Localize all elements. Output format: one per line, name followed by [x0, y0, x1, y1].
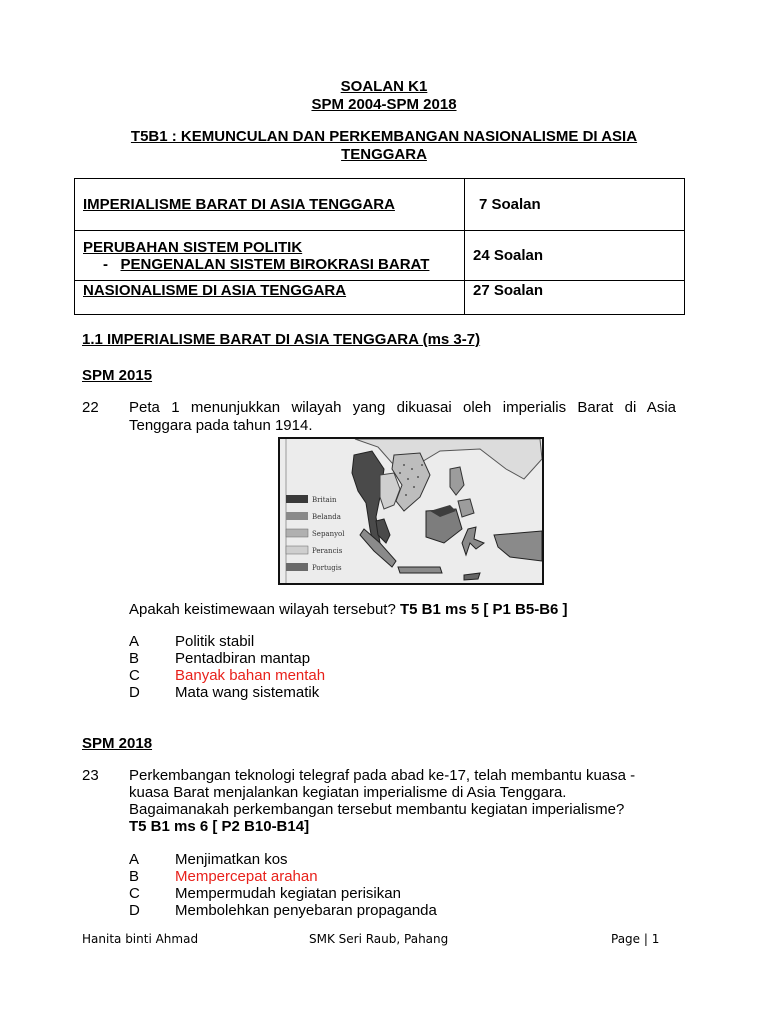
option-letter: A [129, 633, 140, 650]
footer-author: Hanita binti Ahmad [82, 932, 199, 946]
option-letter: B [129, 868, 140, 885]
option-text: Mata wang sistematik [175, 684, 320, 701]
option-text: Pentadbiran mantap [175, 650, 311, 667]
option-letter: B [129, 650, 140, 667]
count-cell: 27 Soalan [465, 281, 685, 315]
topic-cell: NASIONALISME DI ASIA TENGGARA [75, 281, 465, 315]
count-cell: 7 Soalan [465, 179, 685, 231]
southeast-asia-map [280, 439, 542, 583]
legend-label: Perancis [312, 547, 343, 555]
table-row [75, 231, 685, 281]
option-letter: A [129, 851, 140, 868]
option-text: Menjimatkan kos [175, 851, 288, 868]
map-figure [278, 437, 544, 585]
bullet-dash: - [103, 255, 108, 273]
question-text-cont: Tenggara pada tahun 1914. [129, 417, 313, 434]
legend-label: Britain [312, 496, 337, 504]
table-row [75, 281, 685, 315]
topic-cell: IMPERIALISME BARAT DI ASIA TENGGARA [75, 179, 465, 231]
option-letter: C [129, 885, 140, 902]
question-number: 22 [82, 399, 99, 416]
option-text: Politik stabil [175, 633, 255, 650]
legend-swatch-portugis [286, 563, 308, 571]
footer-school: SMK Seri Raub, Pahang [309, 932, 449, 946]
legend-label: Portugis [312, 564, 342, 572]
chapter-title: T5B1 : KEMUNCULAN DAN PERKEMBANGAN NASIONALISME DI ASIA [130, 128, 638, 145]
subtopic: PENGENALAN SISTEM BIROKRASI BARAT [120, 255, 430, 273]
question-number: 23 [82, 767, 99, 784]
count-cell: 24 Soalan [465, 231, 685, 281]
year-heading-2015: SPM 2015 [82, 367, 153, 384]
question-prompt: Apakah keistimewaan wilayah tersebut? T5 B1 ms 5 [ P1 B5-B6 ] [129, 601, 568, 618]
legend-label: Belanda [312, 513, 341, 521]
legend-swatch-belanda [286, 512, 308, 520]
legend-swatch-perancis [286, 546, 308, 554]
legend-swatch-britain [286, 495, 308, 503]
option-text-answer: Mempercepat arahan [175, 868, 318, 885]
textbook-reference: T5 B1 ms 5 [ P1 B5-B6 ] [400, 601, 568, 618]
question-text: Perkembangan teknologi telegraf pada abad ke-17, telah membantu kuasa - [129, 767, 636, 784]
option-letter: D [129, 684, 140, 701]
option-text: Membolehkan penyebaran propaganda [175, 902, 437, 919]
option-text: Mempermudah kegiatan perisikan [175, 885, 401, 902]
option-letter: C [129, 667, 140, 684]
option-text-answer: Banyak bahan mentah [175, 667, 326, 684]
legend-label: Sepanyol [312, 530, 345, 538]
topic-summary-table [74, 178, 685, 315]
topic-cell: PERUBAHAN SISTEM POLITIK - PENGENALAN SISTEM BIROKRASI BARAT [75, 231, 465, 281]
doc-title: SOALAN K1 [340, 78, 428, 95]
table-row [75, 179, 685, 231]
footer-page-number: Page | 1 [611, 932, 660, 946]
question-prompt: Bagaimanakah perkembangan tersebut membantu kegiatan imperialisme? [129, 801, 625, 818]
year-heading-2018: SPM 2018 [82, 735, 153, 752]
option-letter: D [129, 902, 140, 919]
chapter-title-cont: TENGGARA [341, 146, 427, 163]
doc-subtitle: SPM 2004-SPM 2018 [311, 96, 457, 113]
question-text-cont: kuasa Barat menjalankan kegiatan imperialisme di Asia Tenggara. [129, 784, 567, 801]
question-text: Peta 1 menunjukkan wilayah yang dikuasai oleh imperialis Barat di Asia [129, 399, 676, 416]
section-heading: 1.1 IMPERIALISME BARAT DI ASIA TENGGARA (ms 3-7) [82, 331, 481, 348]
textbook-reference: T5 B1 ms 6 [ P2 B10-B14] [129, 818, 310, 835]
legend-swatch-sepanyol [286, 529, 308, 537]
